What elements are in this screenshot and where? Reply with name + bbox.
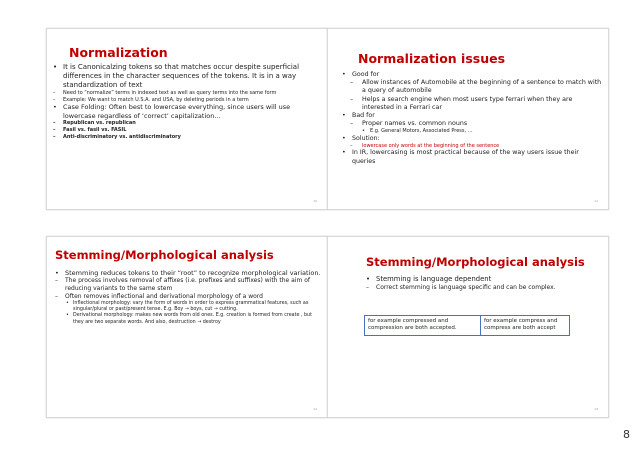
sub-sub-bullet-text: • E.g. General Motors, Associated Press, …: [362, 128, 473, 135]
slide-title: Stemming/Morphological analysis: [366, 255, 585, 269]
sub-sub-bullet-text: • Derivational morphology: makes new words from old ones. E.g. creation is formed from create , but they are two separate words. And also, destruction → destroy: [66, 313, 312, 325]
bullet-text: • Case Folding: Often best to lowercase everything, since users will use lowercase regardless of ‘correct’ capitalization…: [53, 103, 291, 120]
slide-number: 12: [313, 407, 317, 411]
slide-number: 11: [594, 199, 598, 203]
bullet-text: • In IR, lowercasing is most practical because of the way users issue their queries: [342, 149, 579, 165]
slide-normalization-issues: [327, 28, 609, 210]
sub-bullet-text: – Anti-discriminatory vs. antidiscriminatory: [53, 134, 181, 141]
bullet-text: • It is Canonicalzing tokens so that matches occur despite superficial differences in the character sequences of the tokens. It is in a way standardization of text: [53, 63, 300, 90]
slide-title: Normalization: [69, 45, 168, 60]
sub-bullet-text: – lowercase only words at the beginning of the sentence: [350, 142, 500, 149]
sub-bullet-text: – Proper names vs. common nouns: [350, 120, 468, 128]
slide-number: 10: [313, 199, 317, 203]
example-box: for example compress and compress are both accept: [480, 315, 570, 336]
slide-title: Normalization issues: [358, 51, 506, 66]
slide-number: 13: [594, 407, 598, 411]
sub-bullet-text: – Need to “normalize” terms in indexed text as well as query terms into the same form: [53, 90, 277, 97]
bullet-text: • Stemming is language dependent: [366, 275, 492, 283]
sub-sub-bullet-text: • Inflectional morphology: vary the form of words in order to express grammatical features, such as singular/plural or past/present tense. E.g. Boy → boys, cut → cutting.: [66, 300, 309, 313]
sub-bullet-text: – Fasil vs. fasil vs. FASIL: [53, 127, 127, 134]
sub-bullet-text: – Helps a search engine when most users type ferrari when they are interested in a Ferrari car: [350, 95, 573, 111]
slide-stemming-2: [327, 236, 609, 418]
sub-bullet-text: – Republican vs. republican: [53, 120, 136, 127]
slide-title: Stemming/Morphological analysis: [55, 248, 274, 262]
slide-stemming-1: [46, 236, 328, 418]
sub-bullet-text: – Example: We want to match U.S.A. and USA, by deleting periods in a term: [53, 96, 249, 103]
slide-normalization: [46, 28, 328, 210]
sub-bullet-text: – Often removes inflectional and derivational morphology of a word: [55, 293, 263, 301]
bullet-text: • Stemming reduces tokens to their “root” to recognize morphological variation.: [55, 269, 321, 277]
bullet-text: • Good for: [342, 71, 380, 78]
sub-bullet-text: – Correct stemming is language specific and can be complex.: [366, 283, 556, 291]
bullet-text: • Solution:: [342, 134, 380, 142]
sub-bullet-text: – The process involves removal of affixes (i.e. prefixes and suffixes) with the aim of reducing variants to the same stem: [55, 277, 311, 293]
sub-bullet-text: – Allow instances of Automobile at the beginning of a sentence to match with a query of automobile: [350, 79, 602, 95]
page-number: 8: [623, 428, 630, 441]
example-box: for example compressed and compression are both accepted.: [364, 315, 482, 336]
bullet-text: • Bad for: [342, 111, 375, 119]
